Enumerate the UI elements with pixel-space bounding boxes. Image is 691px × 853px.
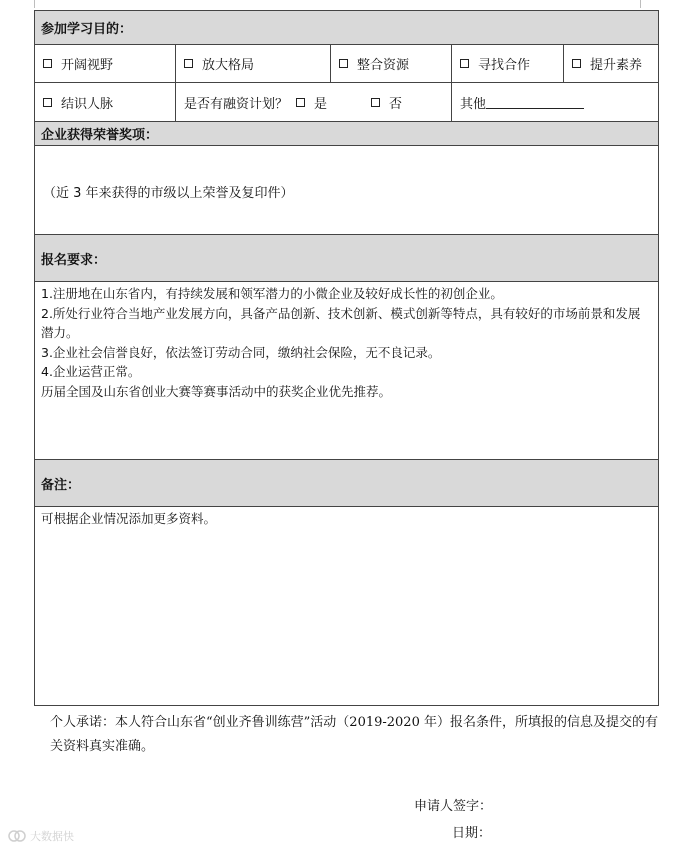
goal-option-label: 寻找合作 <box>478 58 531 73</box>
date-label: 日期： <box>452 826 492 841</box>
goal-option-2[interactable] <box>176 45 330 82</box>
checkbox-icon[interactable] <box>43 59 52 68</box>
notes-header <box>35 459 658 507</box>
notes-text: 可根据企业情况添加更多资料。 <box>41 511 217 526</box>
goal-option-4[interactable] <box>452 45 563 82</box>
notes-header-label: 备注： <box>41 477 81 493</box>
requirement-line: 4.企业运营正常。 <box>41 364 141 379</box>
checkbox-icon[interactable] <box>43 98 52 107</box>
requirements-content <box>35 282 658 459</box>
requirement-line: 1.注册地在山东省内，有持续发展和领军潜力的小微企业及较好成长性的初创企业。 <box>41 286 503 301</box>
goal-option-label: 结识人脉 <box>61 96 114 112</box>
goal-other <box>452 83 658 121</box>
goal-option-6[interactable] <box>35 83 175 121</box>
checkbox-icon[interactable] <box>296 98 305 107</box>
checkbox-icon[interactable] <box>184 59 193 68</box>
goals-row-2 <box>35 83 658 121</box>
personal-pledge: 个人承诺：本人符合山东省“创业齐鲁训练营”活动（2019-2020 年）报名条件，所填报的信息及提交的有关资料真实准确。 <box>50 715 658 754</box>
checkbox-icon[interactable] <box>460 59 469 68</box>
watermark-logo-icon <box>8 829 26 843</box>
goal-option-label: 放大格局 <box>202 58 255 73</box>
requirement-line: 3.企业社会信誉良好，依法签订劳动合同，缴纳社会保险，无不良记录。 <box>41 344 441 360</box>
goals-row-1 <box>35 45 658 82</box>
applicant-signature-label: 申请人签字： <box>414 799 493 814</box>
financing-no-label: 否 <box>389 96 403 112</box>
goal-option-label: 开阔视野 <box>61 58 114 73</box>
requirement-line: 历届全国及山东省创业大赛等赛事活动中的获奖企业优先推荐。 <box>41 383 392 399</box>
requirements-header <box>35 234 658 282</box>
honors-header <box>35 121 658 146</box>
financing-plan <box>176 83 451 121</box>
honors-content[interactable] <box>35 146 658 234</box>
other-label: 其他 <box>460 96 487 112</box>
financing-question: 是否有融资计划？ <box>184 96 289 112</box>
page-edge-right <box>640 0 641 8</box>
honors-hint: （近 3 年来获得的市级以上荣誉及复印件） <box>43 186 294 201</box>
goal-option-label: 提升素养 <box>590 58 643 73</box>
goal-option-5[interactable] <box>564 45 658 82</box>
financing-yes-label: 是 <box>314 96 328 112</box>
requirements-header-label: 报名要求： <box>41 252 107 268</box>
goal-option-3[interactable] <box>331 45 451 82</box>
goal-option-1[interactable] <box>35 45 175 82</box>
checkbox-icon[interactable] <box>339 59 348 68</box>
goal-option-label: 整合资源 <box>357 58 410 73</box>
other-input[interactable] <box>486 95 584 109</box>
notes-content[interactable] <box>35 507 658 705</box>
goals-header <box>35 11 658 45</box>
goals-header-label: 参加学习目的： <box>41 22 133 37</box>
requirement-line: 2.所处行业符合当地产业发展方向，具备产品创新、技术创新、模式创新等特点，具有较好的市场前景和发展潜力。 <box>41 305 641 340</box>
watermark <box>8 828 74 844</box>
checkbox-icon[interactable] <box>371 98 380 107</box>
page-edge-left <box>34 0 35 8</box>
registration-form <box>34 10 659 706</box>
checkbox-icon[interactable] <box>572 59 581 68</box>
honors-header-label: 企业获得荣誉奖项： <box>41 128 159 143</box>
watermark-text: 大数据快 <box>30 830 74 843</box>
